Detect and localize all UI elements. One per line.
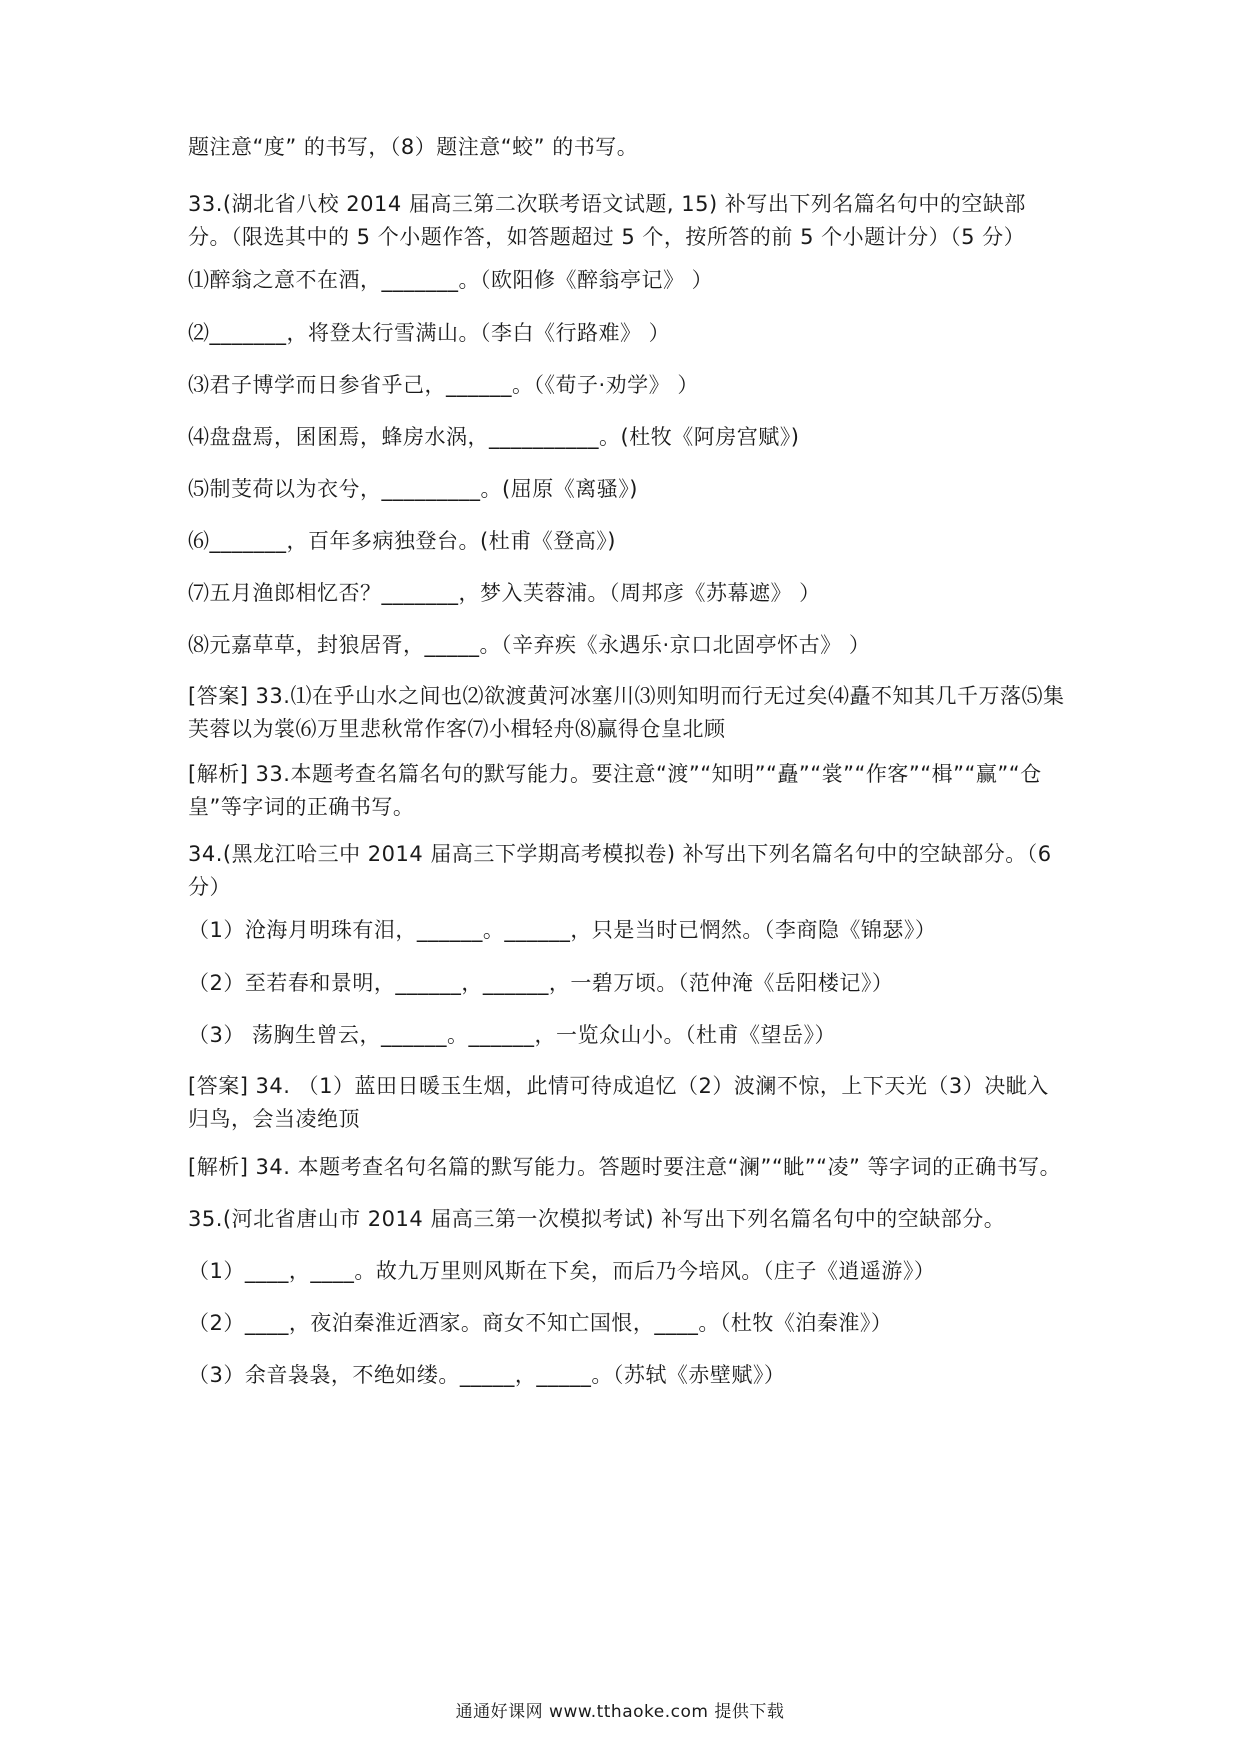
question-34-answer: [答案] 34. （1）蓝田日暖玉生烟，此情可待成追忆（2）波澜不惊，上下天光（3）决眦入归鸟，会当凌绝顶 (188, 1074, 1049, 1131)
question-33-prompt: 33.(湖北省八校 2014 届高三第二次联考语文试题, 15) 补写出下列名篇名句中的空缺部分。（限选其中的 5 个小题作答，如答题超过 5 个，按所答的前 5 个小题计分）（5 分） (188, 192, 1026, 249)
question-34-item-3: （3） 荡胸生曾云，______。______，一览众山小。（杜甫《望岳》） (188, 1023, 837, 1047)
question-34-prompt: 34.(黑龙江哈三中 2014 届高三下学期高考模拟卷) 补写出下列名篇名句中的空缺部分。（6 分） (188, 842, 1052, 899)
question-33-answer: [答案] 33.⑴在乎山水之间也⑵欲渡黄河冰塞川⑶则知明而行无过矣⑷矗不知其几千万落⑸集芙蓉以为裳⑹万里悲秋常作客⑺小楫轻舟⑻赢得仓皇北顾 (188, 684, 1065, 741)
text-line: 题注意“度” 的书写，（8）题注意“蛟” 的书写。 (188, 135, 639, 159)
question-33-item-1: ⑴醉翁之意不在酒，_______。（欧阳修《醉翁亭记》 ） (188, 268, 714, 292)
question-34-analysis: [解析] 34. 本题考查名句名篇的默写能力。答题时要注意“澜”“眦”“凌” 等字词的正确书写。 (188, 1155, 1062, 1179)
question-34-item-1: （1）沧海月明珠有泪，______。______，只是当时已惘然。（李商隐《锦瑟》） (188, 918, 937, 942)
question-33-item-6: ⑹_______，百年多病独登台。(杜甫《登高》) (188, 529, 616, 553)
question-33-item-3: ⑶君子博学而日参省乎己，______。（《荀子·劝学》 ） (188, 373, 699, 397)
question-33-analysis: [解析] 33.本题考查名篇名句的默写能力。要注意“渡”“知明”“矗”“裳”“作客”“楫”“赢”“仓皇”等字词的正确书写。 (188, 762, 1042, 819)
question-33-item-4: ⑷盘盘焉，囷囷焉，蜂房水涡，__________。(杜牧《阿房宫赋》) (188, 425, 800, 449)
question-35-item-1: （1）____，____。故九万里则风斯在下矣，而后乃今培风。（庄子《逍遥游》） (188, 1259, 936, 1283)
question-33-item-8: ⑻元嘉草草，封狼居胥，_____。（辛弃疾《永遇乐·京口北固亭怀古》 ） (188, 633, 871, 657)
question-34-item-2: （2）至若春和景明，______，______，一碧万顷。（范仲淹《岳阳楼记》） (188, 971, 894, 995)
question-33-item-5: ⑸制芰荷以为衣兮，_________。(屈原《离骚》) (188, 477, 638, 501)
question-33-item-2: ⑵_______，将登太行雪满山。（李白《行路难》 ） (188, 321, 671, 345)
question-35-prompt: 35.(河北省唐山市 2014 届高三第一次模拟考试) 补写出下列名篇名句中的空缺部分。 (188, 1207, 1006, 1231)
question-35-item-2: （2）____，夜泊秦淮近酒家。商女不知亡国恨，____。（杜牧《泊秦淮》） (188, 1311, 893, 1335)
question-35-item-3: （3）余音袅袅，不绝如缕。_____，_____。（苏轼《赤壁赋》） (188, 1363, 786, 1387)
page-footer: 通通好课网 www.tthaoke.com 提供下载 (455, 1702, 785, 1722)
question-33-item-7: ⑺五月渔郎相忆否？_______，梦入芙蓉浦。（周邦彦《苏幕遮》 ） (188, 581, 821, 605)
